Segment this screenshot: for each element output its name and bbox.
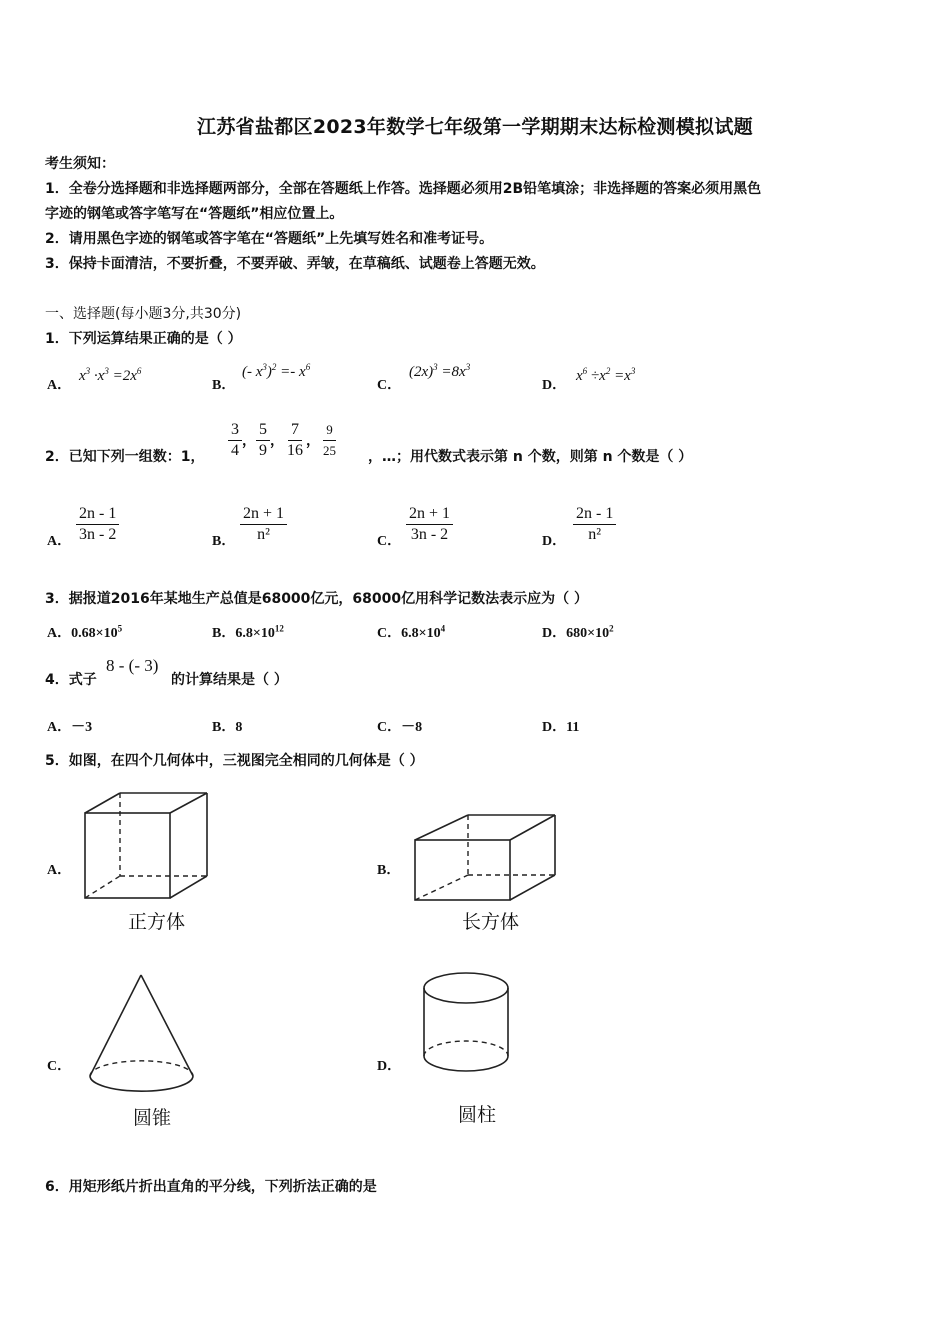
q2-option-a-label: A． xyxy=(47,534,72,549)
notice-item-2: 2．请用黑色字迹的钢笔或答字笔在“答题纸”上先填写姓名和准考证号。 xyxy=(45,231,494,247)
page-title: 江苏省盐都区2023年数学七年级第一学期期末达标检测模拟试题 xyxy=(197,116,753,138)
cylinder-figure xyxy=(418,968,516,1098)
q1-option-a-expr: $x^3 \cdot x^3 =2x^6$ xyxy=(79,366,142,384)
cube-caption: 正方体 xyxy=(128,911,186,933)
q2-sequence: $\frac{3}{4}$ ， $\frac{5}{9}$ ， $\frac{7}{16}$ ， $\frac{9}{25}$ xyxy=(228,420,339,461)
q6-stem: 6．用矩形纸片折出直角的平分线，下列折法正确的是 xyxy=(45,1179,377,1195)
q3-option-c: C．$6.8\times 10^4$ xyxy=(377,623,446,641)
cuboid-figure xyxy=(410,810,560,905)
q2-frac-2: $\frac{5}{9}$ xyxy=(256,420,270,461)
q4-option-b: B．8 xyxy=(212,720,243,735)
q5-option-d-label: D． xyxy=(377,1059,402,1074)
q1-stem: 1．下列运算结果正确的是（ ） xyxy=(45,331,242,347)
q4-option-a: A．－3 xyxy=(47,720,93,735)
cylinder-caption: 圆柱 xyxy=(458,1104,497,1126)
q2-option-c-label: C． xyxy=(377,534,402,549)
q2-frac-3: $\frac{7}{16}$ xyxy=(287,421,303,459)
q2-option-d-expr: $\frac{2n - 1}{\text{n²}}$ xyxy=(573,504,616,545)
q2-option-d-label: D． xyxy=(542,534,567,549)
q2-stem-post: ，…；用代数式表示第 n 个数，则第 n 个数是（ ） xyxy=(368,449,693,465)
q1-option-b-expr: (- $x^3)^2 =- x^6$ xyxy=(242,362,311,380)
cuboid-caption: 长方体 xyxy=(462,911,520,933)
q4-expression: 8 - (- 3) xyxy=(106,656,159,675)
notice-item-1: 1．全卷分选择题和非选择题两部分，全部在答题纸上作答。选择题必须用2B铅笔填涂；非选择题的答案必须用黑色 xyxy=(45,181,762,197)
q3-stem: 3．据报道2016年某地生产总值是68000亿元，68000亿用科学记数法表示应为（ ） xyxy=(45,591,588,607)
q3-option-a: A．$0.68\times 10^5$ xyxy=(47,623,123,641)
q2-stem-pre: 2．已知下列一组数：1， xyxy=(45,449,205,465)
q4-option-c: C．－8 xyxy=(377,720,423,735)
q4-stem-post: 的计算结果是（ ） xyxy=(171,672,288,688)
q1-option-c-label: C． xyxy=(377,378,402,393)
q2-frac-1: $\frac{3}{4}$ xyxy=(228,420,242,461)
notice-heading: 考生须知： xyxy=(45,156,115,172)
q1-option-d-label: D． xyxy=(542,378,567,393)
q1-option-d-expr: $x^6 \div x^2 =x^3$ xyxy=(576,366,636,384)
section-heading: 一、选择题(每小题3分,共30分) xyxy=(45,306,242,322)
q1-option-b-label: B． xyxy=(212,378,236,393)
cone-caption: 圆锥 xyxy=(133,1107,172,1129)
q4-option-d: D．11 xyxy=(542,720,580,735)
q1-option-a-label: A． xyxy=(47,378,72,393)
q5-stem: 5．如图，在四个几何体中，三视图完全相同的几何体是（ ） xyxy=(45,753,424,769)
notice-item-1-cont: 字迹的钢笔或答字笔写在“答题纸”相应位置上。 xyxy=(45,206,344,222)
q2-option-c-expr: $\frac{2n + 1}{3n - 2}$ xyxy=(406,504,453,545)
q2-option-b-label: B． xyxy=(212,534,236,549)
q3-option-d: D．$680\times 10^2$ xyxy=(542,623,614,641)
cone-figure xyxy=(85,970,200,1100)
q5-option-b-label: B． xyxy=(377,863,401,878)
cube-figure xyxy=(80,788,215,903)
notice-item-3: 3．保持卡面清洁，不要折叠，不要弄破、弄皱，在草稿纸、试题卷上答题无效。 xyxy=(45,256,545,272)
q2-option-b-expr: $\frac{2n + 1}{\text{n²}}$ xyxy=(240,504,287,545)
q3-option-b: B．$6.8\times 10^{12}$ xyxy=(212,623,284,641)
q2-frac-4: $\frac{9}{25}$ xyxy=(323,422,336,458)
q5-option-a-label: A． xyxy=(47,863,72,878)
q1-option-c-expr: $(2x)^3 =8x^3$ xyxy=(409,362,471,380)
q2-option-a-expr: $\frac{2n - 1}{3n - 2}$ xyxy=(76,504,119,545)
q5-option-c-label: C． xyxy=(47,1059,72,1074)
q4-stem-pre: 4．式子 xyxy=(45,672,97,688)
